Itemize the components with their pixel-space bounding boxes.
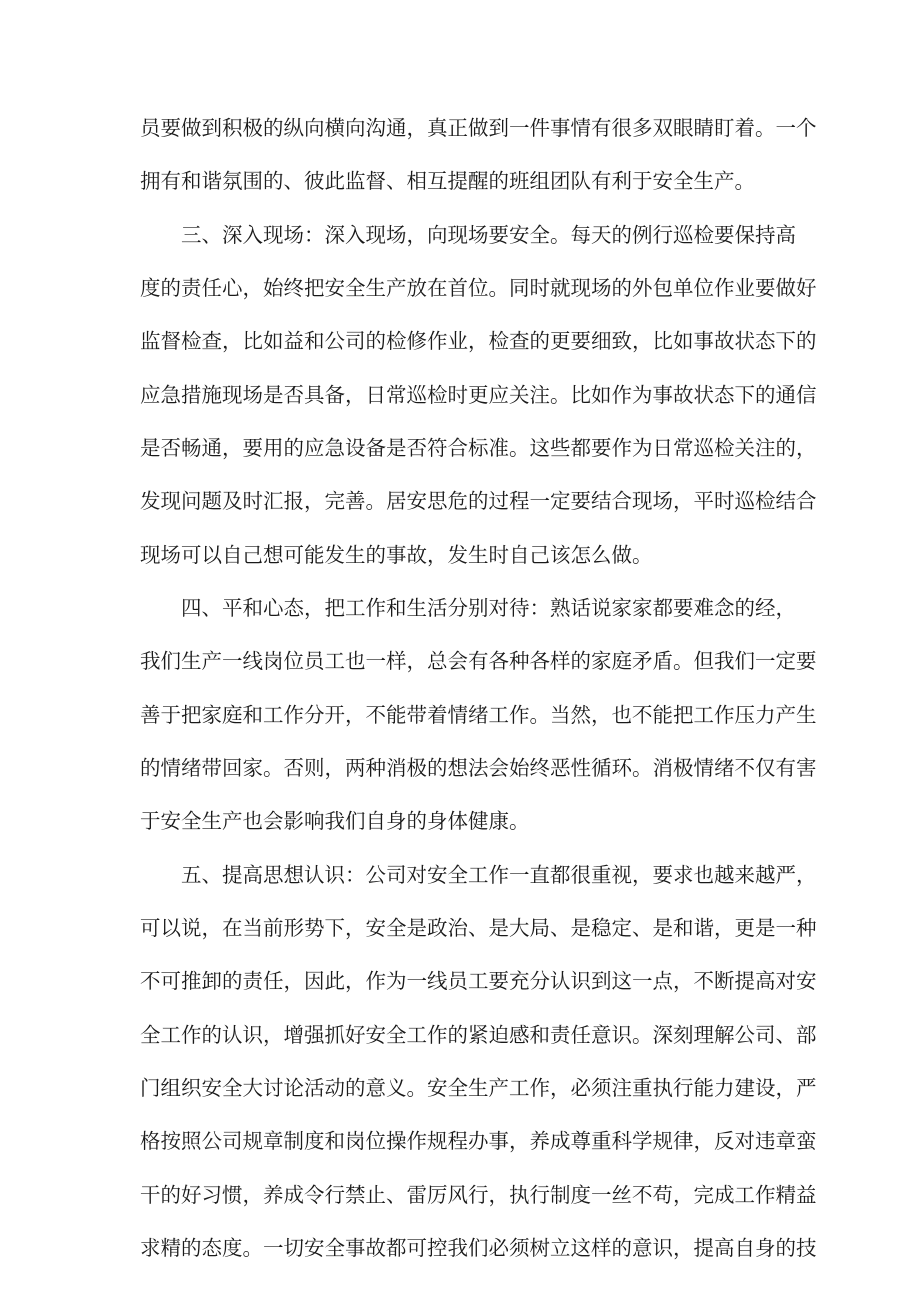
paragraph-3-first-line: 三、深入现场：深入现场，向现场要安全。每天的例行巡检要保持高 [181,223,796,247]
text-line: 发现问题及时汇报，完善。居安思危的过程一定要结合现场，平时巡检结合 [140,489,817,513]
text-line: 于安全生产也会影响我们自身的身体健康。 [140,809,530,833]
text-line: 善于把家庭和工作分开，不能带着情绪工作。当然，也不能把工作压力产生 [140,703,817,727]
text-line: 现场可以自己想可能发生的事故，发生时自己该怎么做。 [140,543,653,567]
text-line: 不可推卸的责任，因此，作为一线员工要充分认识到这一点，不断提高对安 [140,969,817,993]
text-line: 是否畅通，要用的应急设备是否符合标准。这些都要作为日常巡检关注的， [140,436,817,460]
text-line: 可以说，在当前形势下，安全是政治、是大局、是稳定、是和谐，更是一种 [140,916,817,940]
text-line: 格按照公司规章制度和岗位操作规程办事，养成尊重科学规律，反对违章蛮 [140,1129,817,1153]
text-line: 门组织安全大讨论活动的意义。安全生产工作，必须注重执行能力建设，严 [140,1076,817,1100]
text-line: 监督检查，比如益和公司的检修作业，检查的更要细致，比如事故状态下的 [140,329,817,353]
paragraph-5-first-line: 五、提高思想认识：公司对安全工作一直都很重视，要求也越来越严， [181,863,817,887]
text-line: 拥有和谐氛围的、彼此监督、相互提醒的班组团队有利于安全生产。 [140,169,755,193]
text-line: 应急措施现场是否具备，日常巡检时更应关注。比如作为事故状态下的通信 [140,383,817,407]
text-line: 干的好习惯，养成令行禁止、雷厉风行，执行制度一丝不苟，完成工作精益 [140,1183,817,1207]
text-line: 员要做到积极的纵向横向沟通，真正做到一件事情有很多双眼睛盯着。一个 [140,116,817,140]
text-line: 度的责任心，始终把安全生产放在首位。同时就现场的外包单位作业要做好 [140,276,817,300]
text-line: 全工作的认识，增强抓好安全工作的紧迫感和责任意识。深刻理解公司、部 [140,1023,817,1047]
text-line: 我们生产一线岗位员工也一样，总会有各种各样的家庭矛盾。但我们一定要 [140,649,817,673]
text-line: 求精的态度。一切安全事故都可控我们必须树立这样的意识，提高自身的技 [140,1236,817,1260]
paragraph-4-first-line: 四、平和心态，把工作和生活分别对待：熟话说家家都要难念的经， [181,596,796,620]
text-line: 的情绪带回家。否则，两种消极的想法会始终恶性循环。消极情绪不仅有害 [140,756,817,780]
